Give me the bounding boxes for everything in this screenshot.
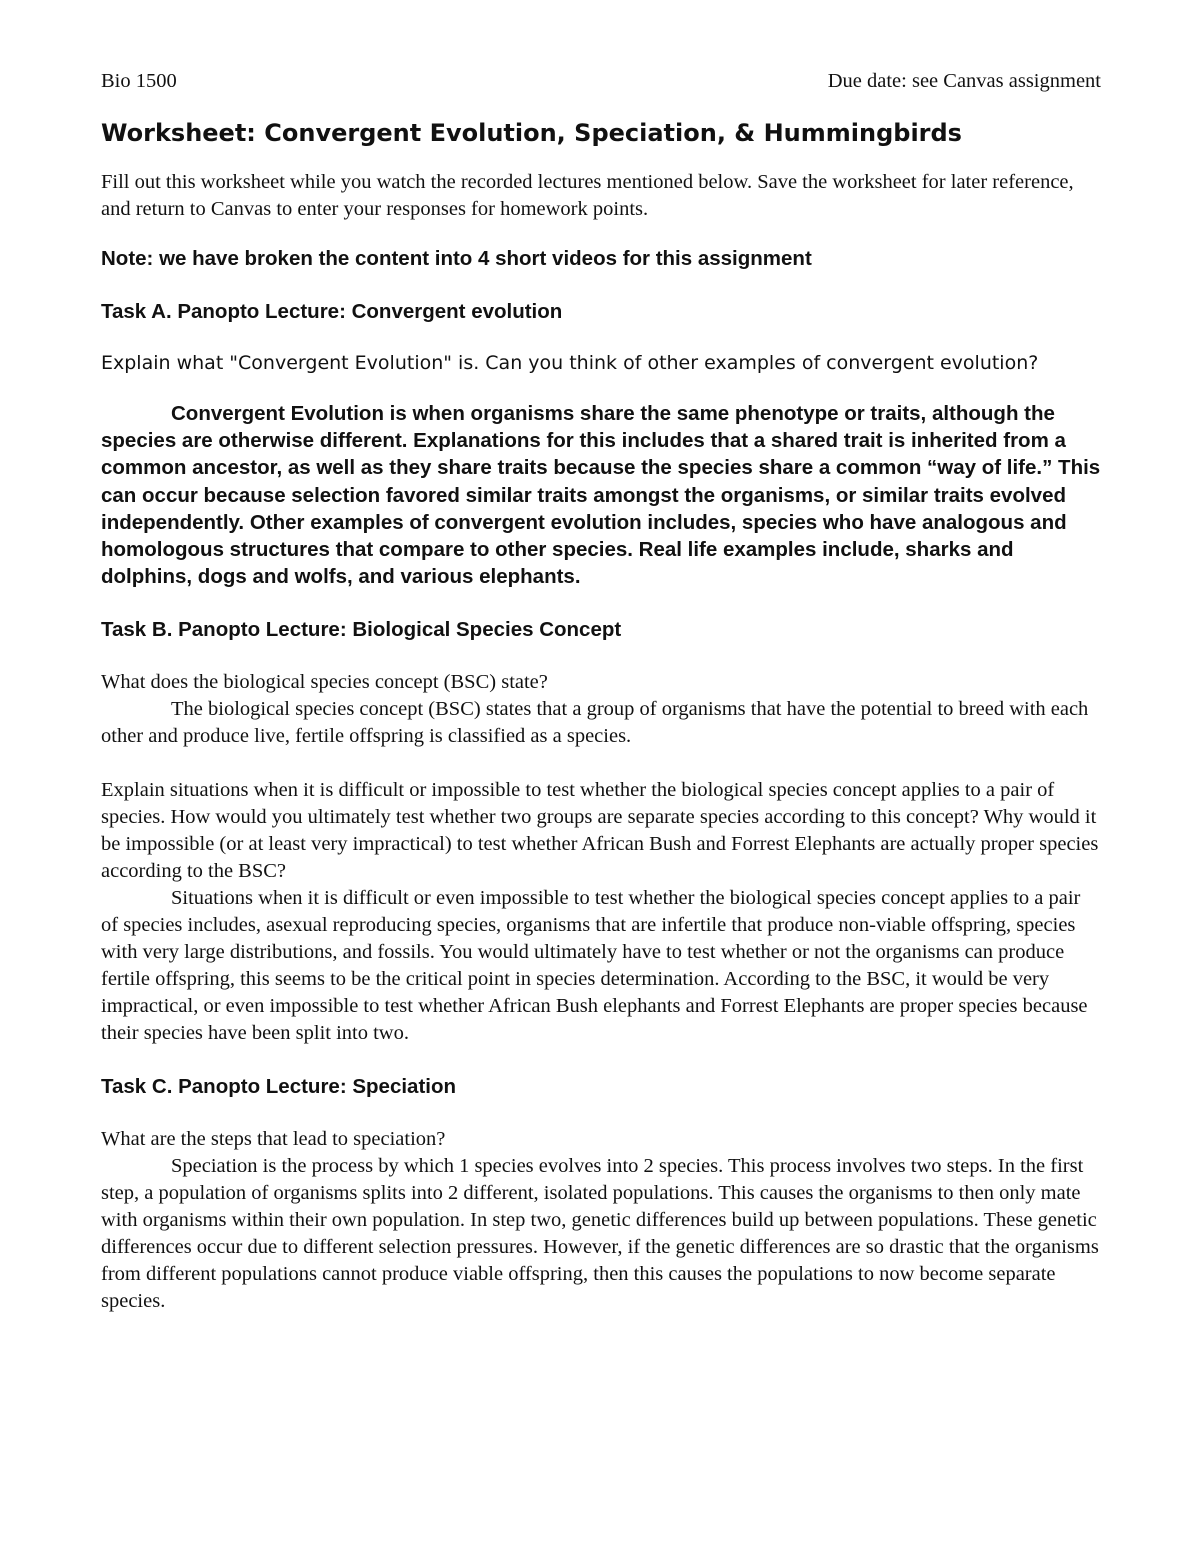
task-b-section: [101, 616, 1101, 1073]
worksheet-title: Worksheet: Convergent Evolution, Speciation, & Hummingbirds: [101, 119, 962, 147]
note-text: Note: we have broken the content into 4 short videos for this assignment: [101, 247, 812, 270]
task-a-answer: Convergent Evolution is when organisms share the same phenotype or traits, although the species are otherwise different. Explanations for this includes that a shared trait is inherited from a common ancestor, as well as they share traits because the species share a common “way of life.” This can occur because selection favored similar traits amongst the organisms, or similar traits evolved independently. Other examples of convergent evolution includes, species who have analogous and homologous structures that compare to other species. Real life examples include, sharks and dolphins, dogs and wolfs, and various elephants.: [101, 402, 1101, 589]
task-b-question-1: What does the biological species concept (BSC) state?: [101, 671, 548, 694]
paragraph-spacer: [101, 1047, 1101, 1073]
task-b-answer-1: The biological species concept (BSC) states that a group of organisms that have the potential to breed with each other and produce live, fertile offspring is classified as a species.: [101, 698, 1089, 748]
task-c-heading: Task C. Panopto Lecture: Speciation: [101, 1075, 457, 1099]
page-header: [101, 68, 1101, 95]
task-b-question-2: Explain situations when it is difficult or impossible to test whether the biological species concept applies to a pair of species. How would you ultimately test whether two groups are separate species according to this concept? Why would it be impossible (or at least very impractical) to test whether African Bush and Forrest Elephants are actually proper species according to the BSC?: [101, 779, 1099, 883]
task-b-answer-2: Situations when it is difficult or even impossible to test whether the biological species concept applies to a pair of species includes, asexual reproducing species, organisms that are infertile that produce non-viable offspring, species with very large distributions, and fossils. You would ultimately have to test whether or not the organisms can produce fertile offspring, this seems to be the critical point in species determination. According to the BSC, it would be very impractical, or even impossible to test whether African Bush elephants and Forrest Elephants are proper species because their species have been split into two.: [101, 887, 1088, 1045]
paragraph-spacer: [101, 750, 1101, 777]
task-b-heading: Task B. Panopto Lecture: Biological Species Concept: [101, 618, 622, 642]
task-c-question: What are the steps that lead to speciation?: [101, 1128, 446, 1151]
due-date: Due date: see Canvas assignment: [827, 70, 1101, 92]
task-a-section: [101, 298, 1101, 590]
task-c-section: [101, 1073, 1101, 1315]
worksheet-page: [101, 68, 1101, 1315]
task-c-answer: Speciation is the process by which 1 species evolves into 2 species. This process involves two steps. In the first step, a population of organisms splits into 2 different, isolated populations. This causes the organisms to then only mate with organisms within their own population. In step two, genetic differences build up between populations. These genetic differences occur due to different selection pressures. However, if the genetic differences are so drastic that the organisms from different populations cannot produce viable offspring, then this causes the populations to now become separate species.: [101, 1155, 1099, 1313]
course-name: Bio 1500: [101, 70, 177, 92]
task-a-question: Explain what "Convergent Evolution" is. Can you think of other examples of convergent evolution?: [101, 352, 1039, 374]
intro-paragraph: Fill out this worksheet while you watch the recorded lectures mentioned below. Save the worksheet for later reference, and return to Canvas to enter your responses for homework points.: [101, 171, 1074, 220]
task-a-heading: Task A. Panopto Lecture: Convergent evolution: [101, 300, 563, 323]
